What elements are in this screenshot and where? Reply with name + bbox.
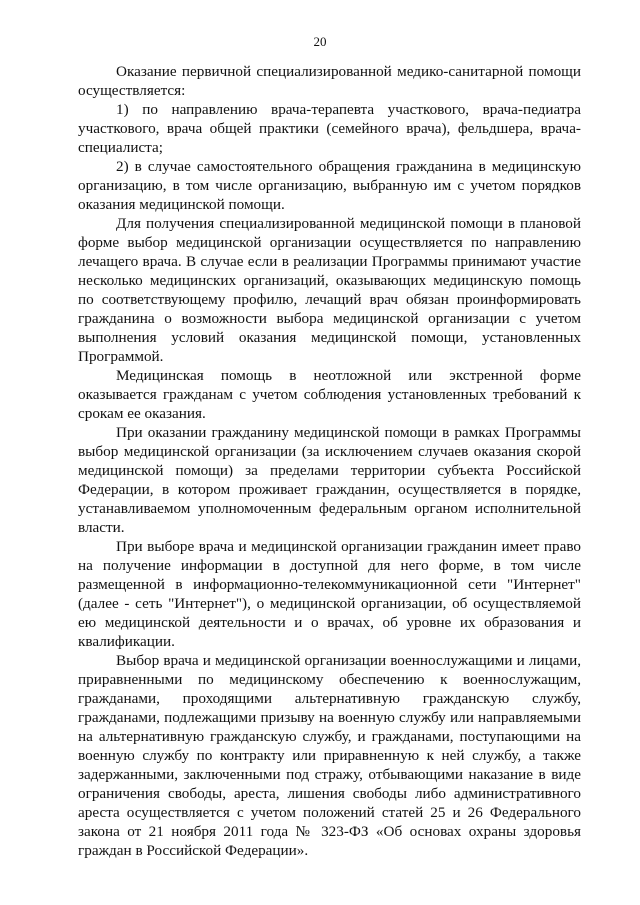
paragraph-right-to-information: При выборе врача и медицинской организации гражданин имеет право на получение информации в доступной для него форме, в том числе размещенной в информационно-телекоммуникационной сети "Интернет" (далее - сеть "Интернет"), о медицинской организации, об осуществляемой ею медицинской деятельности и о врачах, об уровне их образования и квалификации. (78, 538, 581, 650)
document-body (78, 62, 581, 860)
paragraph-planned-care-choice: Для получения специализированной медицинской помощи в плановой форме выбор медицинской организации осуществляется по направлению лечащего врача. В случае если в реализации Программы принимают участие несколько медицинских организаций, оказывающих медицинскую помощь по соответствующему профилю, лечащий врач обязан проинформировать гражданина о возможности выбора медицинской организации с учетом выполнения условий оказания медицинской помощи, установленных Программой. (78, 215, 581, 365)
paragraph-item-2-self-referral: 2) в случае самостоятельного обращения гражданина в медицинскую организацию, в том числе организацию, выбранную им с учетом порядков оказания медицинской помощи. (78, 158, 581, 213)
paragraph-military-personnel-choice: Выбор врача и медицинской организации военнослужащими и лицами, приравненными по медицинскому обеспечению к военнослужащим, гражданами, проходящими альтернативную гражданскую службу, гражданами, подлежащими призыву на военную службу или направляемыми на альтернативную гражданскую службу, и гражданами, поступающими на военную службу по контракту или приравненную к ней службу, а также задержанными, заключенными под стражу, отбывающими наказание в виде ограничения свободы, ареста, лишения свободы либо административного ареста осуществляется с учетом положений статей 25 и 26 Федерального закона от 21 ноября 2011 года № 323-ФЗ «Об основах охраны здоровья граждан в Российской Федерации». (78, 652, 581, 859)
paragraph-specialized-care-provision: Оказание первичной специализированной медико-санитарной помощи осуществляется: (78, 63, 581, 99)
paragraph-outside-region-choice: При оказании гражданину медицинской помощи в рамках Программы выбор медицинской организации (за исключением случаев оказания скорой медицинской помощи) за пределами территории субъекта Российской Федерации, в котором проживает гражданин, осуществляется в порядке, устанавливаемом уполномоченным федеральным органом исполнительной власти. (78, 424, 581, 536)
paragraph-emergency-care: Медицинская помощь в неотложной или экстренной форме оказывается гражданам с учетом соблюдения установленных требований к срокам ее оказания. (78, 367, 581, 422)
page-number: 20 (313, 34, 327, 49)
paragraph-item-1-referral: 1) по направлению врача-терапевта участкового, врача-педиатра участкового, врача общей практики (семейного врача), фельдшера, врача-специалиста; (78, 101, 581, 156)
